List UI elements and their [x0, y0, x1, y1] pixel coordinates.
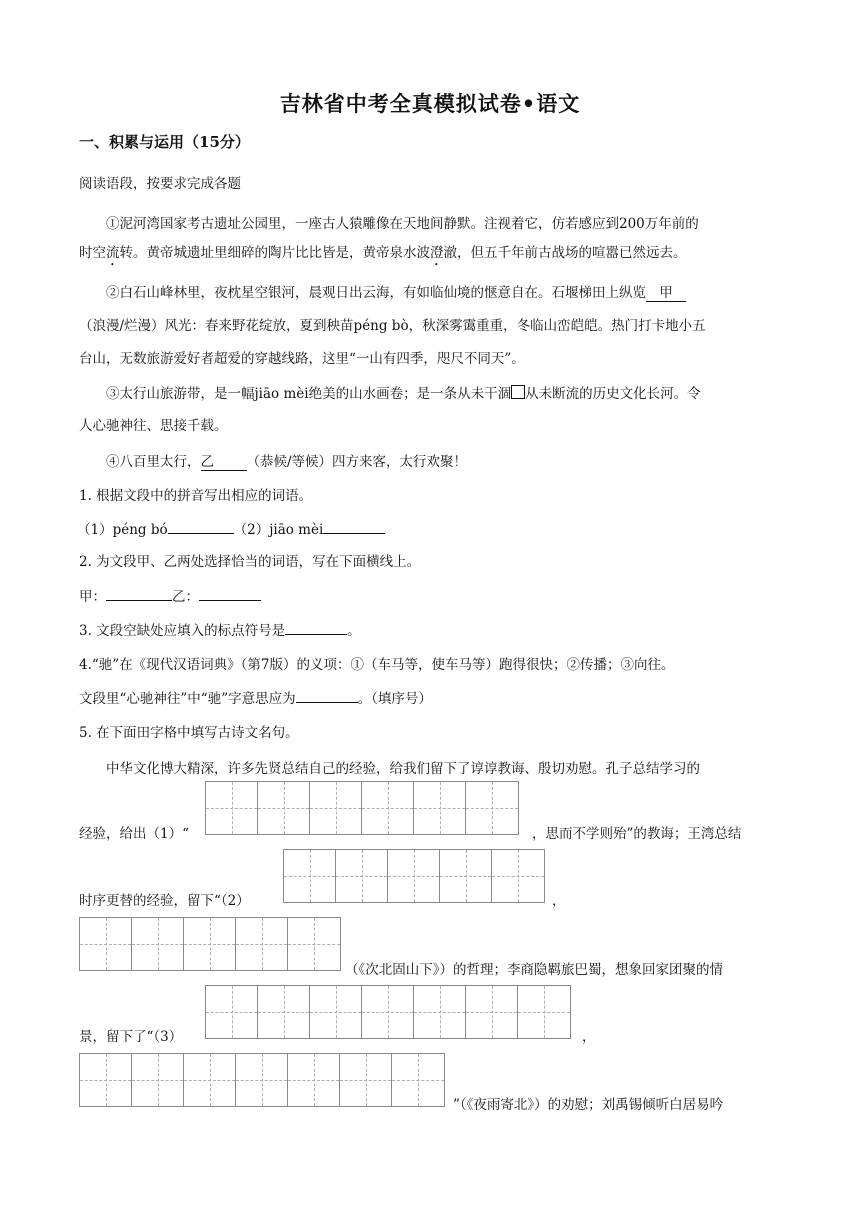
- tianzige-cell[interactable]: [310, 782, 362, 834]
- tianzige-cell[interactable]: [388, 850, 440, 902]
- tianzige-grid-3b[interactable]: [79, 1053, 445, 1107]
- passage-p3-line2: 人心驰神往、思接千载。: [79, 418, 228, 434]
- answer-blank-3[interactable]: [285, 634, 347, 635]
- tianzige-cell[interactable]: [236, 1054, 288, 1106]
- q5-row5-suffix: ”（《夜雨寄北》）的劝慰；刘禹锡倾听白居易吟: [453, 1097, 724, 1113]
- question-3: 3. 文段空缺处应填入的标点符号是 。: [79, 623, 361, 639]
- tianzige-grid-2b[interactable]: [79, 917, 341, 971]
- q5-row4-prefix: 景，留下了“（3）: [79, 1029, 183, 1045]
- question-1: 1. 根据文段中的拼音写出相应的词语。: [79, 488, 313, 504]
- q5-row4-suffix: ，: [582, 1029, 596, 1045]
- emphasis-char: 流: [106, 245, 120, 261]
- tianzige-cell[interactable]: [440, 850, 492, 902]
- q5-row2-prefix: 时序更替的经验，留下“（2）: [79, 893, 250, 909]
- question-4-line1: 4.“驰”在《现代汉语词典》（第7版）的义项：①（车马等，使车马等）跑得很快；②传播；③向往。: [79, 657, 675, 673]
- tianzige-grid-2a[interactable]: [283, 849, 545, 903]
- question-1-items: （1）péng bó （2）jiāo mèi: [77, 518, 385, 538]
- tianzige-cell[interactable]: [492, 850, 544, 902]
- passage-p3-line1: ③太行山旅游带，是一幅jiāo mèi绝美的山水画卷；是一条从未干涸 从未断流的历史文化长河。令: [106, 386, 701, 402]
- answer-blank-jia[interactable]: [106, 600, 172, 601]
- tianzige-cell[interactable]: [362, 986, 414, 1038]
- tianzige-cell[interactable]: [184, 918, 236, 970]
- tianzige-cell[interactable]: [132, 1054, 184, 1106]
- answer-blank-1-2[interactable]: [323, 533, 385, 534]
- emphasis-char: 澄: [430, 245, 444, 261]
- answer-blank-yi[interactable]: [199, 600, 261, 601]
- tianzige-cell[interactable]: [414, 986, 466, 1038]
- tianzige-cell[interactable]: [340, 1054, 392, 1106]
- passage-p2-line1: ②白石山峰林里，夜枕星空银河，晨观日出云海，有如临仙境的惬意自在。石堰梯田上纵览 甲: [106, 281, 686, 302]
- tianzige-cell[interactable]: [288, 918, 340, 970]
- passage-p4: ④八百里太行，乙 （恭候/等候）四方来客，太行欢聚！: [106, 450, 467, 471]
- q5-row2-suffix: ，: [552, 893, 566, 909]
- answer-blank-1-1[interactable]: [168, 533, 234, 534]
- tianzige-cell[interactable]: [518, 986, 570, 1038]
- page-title: 吉林省中考全真模拟试卷•语文: [279, 91, 581, 116]
- tianzige-cell[interactable]: [258, 986, 310, 1038]
- passage-p2-line2: （浪漫/烂漫）风光：春来野花绽放，夏到秧苗péng bò，秋深雾霭重重，冬临山峦皑皑。热门打卡地小五: [79, 318, 706, 334]
- q5-row1-suffix: ，思而不学则殆”的教诲；王湾总结: [532, 826, 742, 842]
- q5-row1-prefix: 经验，给出（1）“: [79, 826, 189, 842]
- tianzige-cell[interactable]: [288, 1054, 340, 1106]
- tianzige-cell[interactable]: [258, 782, 310, 834]
- tianzige-cell[interactable]: [284, 850, 336, 902]
- tianzige-cell[interactable]: [466, 986, 518, 1038]
- tianzige-cell[interactable]: [466, 782, 518, 834]
- tianzige-cell[interactable]: [184, 1054, 236, 1106]
- tianzige-cell[interactable]: [336, 850, 388, 902]
- tianzige-cell[interactable]: [310, 986, 362, 1038]
- section-heading: 一、积累与运用（15分）: [79, 133, 250, 151]
- tianzige-cell[interactable]: [80, 918, 132, 970]
- question-5: 5. 在下面田字格中填写古诗文名句。: [79, 725, 299, 741]
- tianzige-cell[interactable]: [206, 986, 258, 1038]
- tianzige-cell[interactable]: [392, 1054, 444, 1106]
- tianzige-cell[interactable]: [414, 782, 466, 834]
- reading-instruction: 阅读语段，按要求完成各题: [79, 176, 241, 192]
- q5-row3-suffix: （《次北固山下》）的哲理；李商隐羁旅巴蜀，想象回家团聚的情: [345, 962, 723, 978]
- tianzige-cell[interactable]: [132, 918, 184, 970]
- passage-p2-line3: 台山，无数旅游爱好者超爱的穿越线路，这里“一山有四季，咫尺不同天”。: [79, 351, 525, 367]
- tianzige-grid-3a[interactable]: [205, 985, 571, 1039]
- question-5-paragraph: 中华文化博大精深，许多先贤总结自己的经验，给我们留下了谆谆教诲、殷切劝慰。孔子总结学习的: [106, 761, 700, 777]
- tianzige-cell[interactable]: [206, 782, 258, 834]
- missing-punctuation-box: [511, 385, 525, 399]
- question-2: 2. 为文段甲、乙两处选择恰当的词语，写在下面横线上。: [79, 554, 421, 570]
- blank-jia: 甲: [646, 281, 686, 302]
- tianzige-cell[interactable]: [362, 782, 414, 834]
- blank-yi: 乙: [201, 450, 247, 471]
- tianzige-grid-1[interactable]: [205, 781, 519, 835]
- tianzige-cell[interactable]: [236, 918, 288, 970]
- passage-p1-line2: 时空流转。黄帝城遗址里细碎的陶片比比皆是，黄帝泉水波澄澈，但五千年前古战场的喧嚣已然远去。: [79, 245, 687, 261]
- passage-p1-line1: ①泥河湾国家考古遗址公园里，一座古人猿雕像在天地间静默。注视着它，仿若感应到200万年前的: [106, 216, 699, 232]
- answer-blank-4[interactable]: [296, 702, 358, 703]
- tianzige-cell[interactable]: [80, 1054, 132, 1106]
- question-4-line2: 文段里“心驰神往”中“驰”字意思应为 。（填序号）: [79, 691, 432, 707]
- question-2-items: 甲： 乙：: [79, 585, 261, 605]
